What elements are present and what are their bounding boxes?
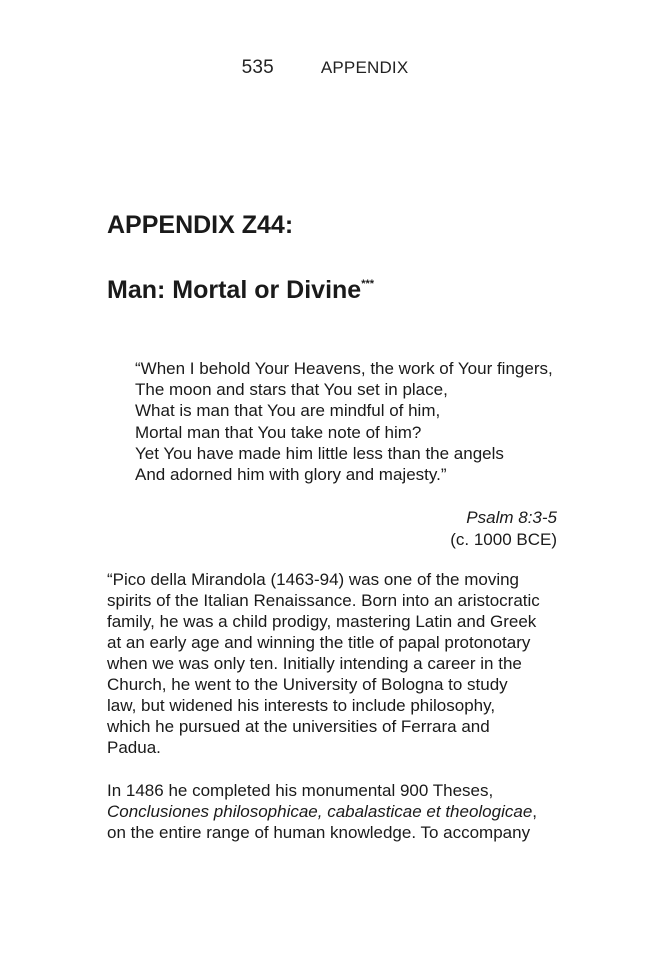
body-line: In 1486 he completed his monumental 900 Theses, [107, 781, 494, 800]
body-line: “Pico della Mirandola (1463-94) was one of the moving [107, 570, 520, 589]
epigraph-quote [135, 358, 553, 485]
appendix-heading-text: APPENDIX Z44: [107, 211, 294, 239]
running-section-title: APPENDIX [320, 58, 409, 77]
chapter-title-text: Man: Mortal or Divine [107, 276, 362, 304]
epigraph-line: What is man that You are mindful of him, [135, 401, 441, 421]
body-line: family, he was a child prodigy, mastering Latin and Greek [107, 612, 537, 631]
work-title: Conclusiones philosophicae, cabalasticae et theologicae [107, 802, 533, 821]
body-line: on the entire range of human knowledge. To accompany [107, 823, 531, 842]
epigraph-line: Mortal man that You take note of him? [135, 422, 422, 442]
body-line: Church, he went to the University of Bologna to study [107, 675, 508, 694]
body-paragraph-2 [107, 780, 567, 843]
body-line: which he pursued at the universities of Ferrara and [107, 717, 490, 736]
epigraph-line: The moon and stars that You set in place, [135, 380, 448, 400]
appendix-heading [107, 211, 293, 240]
page-number: 535 [241, 57, 274, 78]
epigraph-line: “When I behold Your Heavens, the work of Your fingers, [135, 359, 553, 378]
body-line: Padua. [107, 738, 161, 757]
epigraph-line: And adorned him with glory and majesty.” [135, 465, 447, 485]
body-line: law, but widened his interests to include philosophy, [107, 696, 496, 715]
epigraph-date: (c. 1000 BCE) [450, 529, 557, 549]
body-paragraph-1 [107, 569, 567, 758]
body-line: spirits of the Italian Renaissance. Born into an aristocratic [107, 591, 540, 610]
epigraph-attribution [450, 507, 557, 550]
chapter-title [107, 276, 374, 305]
running-header [0, 57, 650, 79]
epigraph-line: Yet You have made him little less than the angels [135, 443, 504, 463]
body-line: when we was only ten. Initially intending a career in the [107, 654, 522, 673]
work-title-punctuation: , [532, 802, 538, 821]
footnote-marker: *** [361, 278, 375, 290]
epigraph-source: Psalm 8:3-5 [466, 508, 557, 527]
body-line: at an early age and winning the title of papal protonotary [107, 633, 531, 652]
body-line-with-title [107, 801, 567, 822]
